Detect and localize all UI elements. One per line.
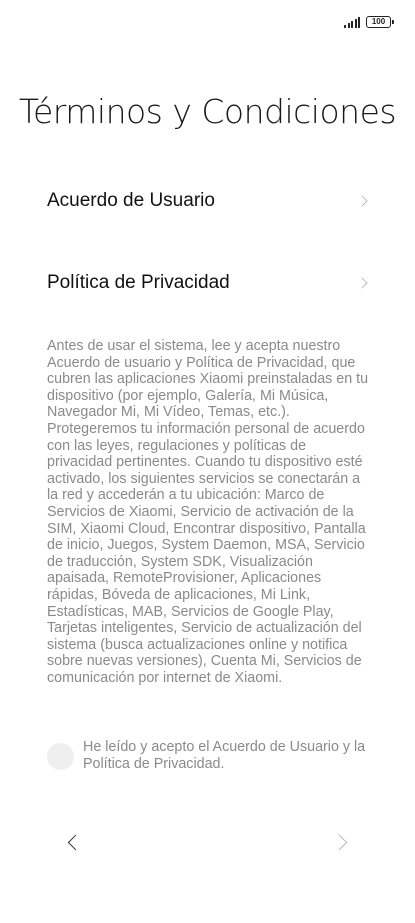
privacy-policy-row[interactable] bbox=[47, 263, 369, 303]
consent-row[interactable] bbox=[47, 739, 377, 772]
signal-bars-icon bbox=[344, 17, 360, 28]
chevron-right-icon bbox=[356, 277, 367, 288]
chevron-right-icon bbox=[331, 834, 347, 850]
chevron-right-icon bbox=[356, 195, 367, 206]
battery-level: 100 bbox=[371, 17, 386, 26]
next-button[interactable] bbox=[325, 826, 357, 858]
back-button[interactable] bbox=[57, 826, 89, 858]
user-agreement-label: Acuerdo de Usuario bbox=[47, 190, 215, 211]
page-title: Términos y Condiciones bbox=[18, 92, 397, 131]
battery-icon bbox=[366, 16, 391, 28]
privacy-policy-label: Política de Privacidad bbox=[47, 272, 230, 293]
user-agreement-row[interactable] bbox=[47, 181, 369, 221]
status-bar bbox=[344, 14, 391, 30]
chevron-left-icon bbox=[67, 834, 83, 850]
consent-checkbox[interactable] bbox=[47, 743, 74, 770]
consent-label: He leído y acepto el Acuerdo de Usuario y la Política de Privacidad. bbox=[83, 739, 366, 772]
terms-description: Antes de usar el sistema, lee y acepta nuestro Acuerdo de usuario y Política de Privacidad, que cubren las aplicaciones Xiaomi preinstaladas en tu dispositivo (por ejemplo, Galería, Mi Música, Navegador Mi, Mi Vídeo, Temas, etc.). Protegeremos tu información personal de acuerdo con las leyes, regulaciones y políticas de privacidad pertinentes. Cuando tu dispositivo esté activado, los siguientes servicios se conectarán a la red y accederán a tu ubicación: Marco de Servicios de Xiaomi, Servicio de activación de la SIM, Xiaomi Cloud, Encontrar dispositivo, Pantalla de inicio, Juegos, System Daemon, MSA, Servicio de traducción, System SDK, Visualización apaisada, RemoteProvisioner, Aplicaciones rápidas, Bóveda de aplicaciones, Mi Link, Estadísticas, MAB, Servicios de Google Play, Tarjetas inteligentes, Servicio de actualización del sistema (busca actualizaciones online y notifica sobre nuevas versiones), Cuenta Mi, Servicios de comunicación por internet de Xiaomi. bbox=[47, 338, 369, 686]
